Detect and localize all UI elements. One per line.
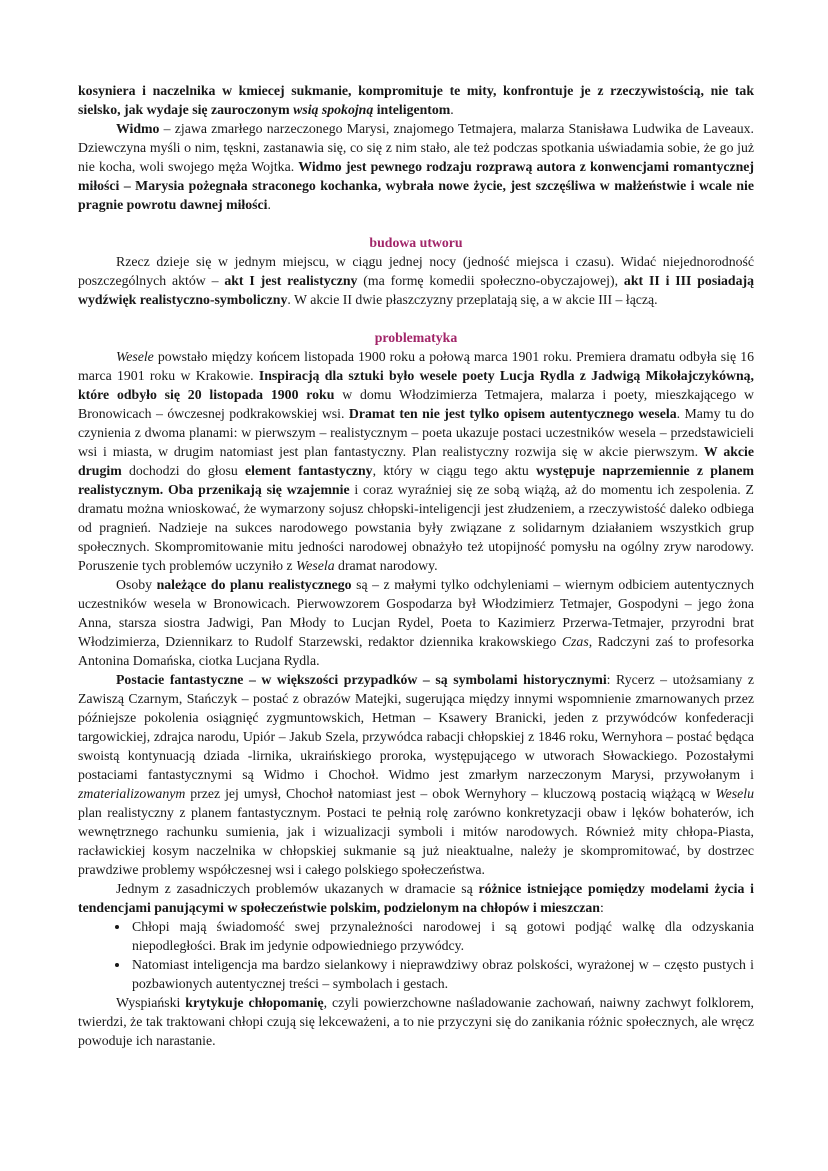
- paragraph-geneza-wesela: Wesele powstało między końcem listopada 1900 roku a połową marca 1901 roku. Premiera dramatu odbyła się 16 marca 1901 roku w Krakowie. Inspiracją dla sztuki było wesele poety Lucja Rydla z Jadwigą Mikołajczykówną, które odbyło się 20 listopada 1900 roku w domu Włodzimierza Tetmajera, malarza i poety, mieszkającego w Bronowicach – ówczesnej podkrakowskiej wsi. Dramat ten nie jest tylko opisem autentycznego wesela. Mamy tu do czynienia z dwoma planami: w pierwszym – realistycznym – poeta ukazuje postaci uczestników wesela – przedstawicieli wsi i miasta, w drugim natomiast jest plan fantastyczny. Plan realistyczny rozwija się w akcie pierwszym. W akcie drugim dochodzi do głosu element fantastyczny, który w ciągu tego aktu występuje naprzemiennie z planem realistycznym. Oba przenikają się wzajemnie i coraz wyraźniej się ze sobą wiążą, aż do momentu ich zespolenia. Z dramatu można wnioskować, że wymarzony sojusz chłopski-inteligencji jest złudzeniem, a rzeczywistość daleko odbiega od pragnień. Nadzieje na sukces narodowego powstania były związane z solidarnym działaniem wszystkich grup społecznych. Skompromitowanie mitu jedności narodowej obnażyło też utopijność pomysłu na ogólny zryw narodowy. Poruszenie tych problemów uczyniło z Wesela dramat narodowy.: [78, 349, 754, 573]
- paragraph-kosyniera-continuation: kosyniera i naczelnika w kmiecej sukmanie, kompromituje te mity, konfrontuje je z rzeczywistością, nie tak sielsko, jak wydaje się zauroczonym wsią spokojną inteligentom.: [78, 83, 754, 117]
- paragraph-postacie-fantastyczne: Postacie fantastyczne – w większości przypadków – są symbolami historycznymi: Rycerz – utożsamiany z Zawiszą Czarnym, Stańczyk – postać z obrazów Matejki, sugerująca między innymi wspomnienie zmarnowanych przez późniejsze pokolenia osiągnięć zygmuntowskich, Hetman – Ksawery Branicki, jeden z przywódców konfederacji targowickiej, zdrajca narodu, Upiór – Jakub Szela, przywódca rabacji chłopskiej z 1846 roku, Wernyhora – postać będąca swoistą kontynuacją dziada -lirnika, ukraińskiego proroka, występującego w utworach Słowackiego. Pozostałymi postaciami fantastycznymi są Widmo i Chochoł. Widmo jest zmarłym narzeczonym Marysi, przywołanym i zmaterializowanym przez jej umysł, Chochoł natomiast jest – obok Wernyhory – kluczową postacią wiążącą w Weselu plan realistyczny z planem fantastycznym. Postaci te pełnią rolę zarówno konkretyzacji obaw i lęków bohaterów, ich wewnętrznego rachunku sumienia, jak i wizualizacji symboli i mitów narodowych. Również mity chłopa-Piasta, racławickiej kosym naczelnika w chłopskiej sukmanie są już nieaktualne, należy je skompromitować, by dostrzec prawdziwe problemy współczesnej wsi i całego polskiego społeczeństwa.: [78, 672, 754, 877]
- heading-problematyka: problematyka: [374, 330, 458, 345]
- paragraph-widmo: Widmo – zjawa zmarłego narzeczonego Marysi, znajomego Tetmajera, malarza Stanisława Ludwika de Laveaux. Dziewczyna myśli o nim, tęskni, zastanawia się, co się z nim stało, ale też podczas spotkania uświadamia sobie, że go już nie kocha, woli swojego męża Wojtka. Widmo jest pewnego rodzaju rozprawą autora z konwencjami romantycznej miłości – Marysia pożegnała straconego kochanka, wybrała nowe życie, jest szczęśliwa w małżeństwie i wcale nie pragnie powrotu dawnej miłości.: [78, 121, 754, 212]
- paragraph-roznice-spoleczne: Jednym z zasadniczych problemów ukazanych w dramacie są różnice istniejące pomiędzy modelami życia i tendencjami panującymi w społeczeństwie polskim, podzielonym na chłopów i mieszczan:: [78, 881, 754, 915]
- paragraph-plan-realistyczny: Osoby należące do planu realistycznego są – z małymi tylko odchyleniami – wiernym odbiciem autentycznych uczestników wesela w Bronowicach. Pierwowzorem Gospodarza był Włodzimierz Tetmajer, Gospodyni – jego żona Anna, starsza siostra Jadwigi, Pan Młody to Lucjan Rydel, Poeta to Kazimierz Przerwa-Tetmajer, przyrodni brat Włodzimierza, Dziennikarz to Rudolf Starzewski, redaktor dziennika krakowskiego Czas, Radczyni zaś to profesorka Antonina Domańska, ciotka Lucjana Rydla.: [78, 577, 754, 668]
- paragraph-budowa: Rzecz dzieje się w jednym miejscu, w ciągu jednej nocy (jedność miejsca i czasu). Widać niejednorodność poszczególnych aktów – akt I jest realistyczny (ma formę komedii społeczno-obyczajowej), akt II i III posiadają wydźwięk realistyczno-symboliczny. W akcie II dwie płaszczyzny przeplatają się, a w akcie III – łączą.: [78, 254, 754, 307]
- bullet-item-chlopi: • Chłopi mają świadomość swej przynależności narodowej i są gotowi podjąć walkę dla odzyskania niepodległości. Brak im jedynie odpowiedniego przywódcy.: [130, 917, 754, 955]
- bullet-item-inteligencja: • Natomiast inteligencja ma bardzo sielankowy i nieprawdziwy obraz polskości, wyrażonej w – często pustych i pozbawionych autentycznej treści – symbolach i gestach.: [130, 955, 754, 993]
- bullet-list: [78, 917, 754, 993]
- heading-budowa-utworu: budowa utworu: [369, 235, 463, 250]
- paragraph-chlopomania: Wyspiański krytykuje chłopomanię, czyli powierzchowne naśladowanie zachowań, naiwny zachwyt folklorem, twierdzi, że tak traktowani chłopi czują się lekceważeni, a to nie przyczyni się do zanikania różnic społecznych, ale wręcz powoduje ich narastanie.: [78, 995, 754, 1048]
